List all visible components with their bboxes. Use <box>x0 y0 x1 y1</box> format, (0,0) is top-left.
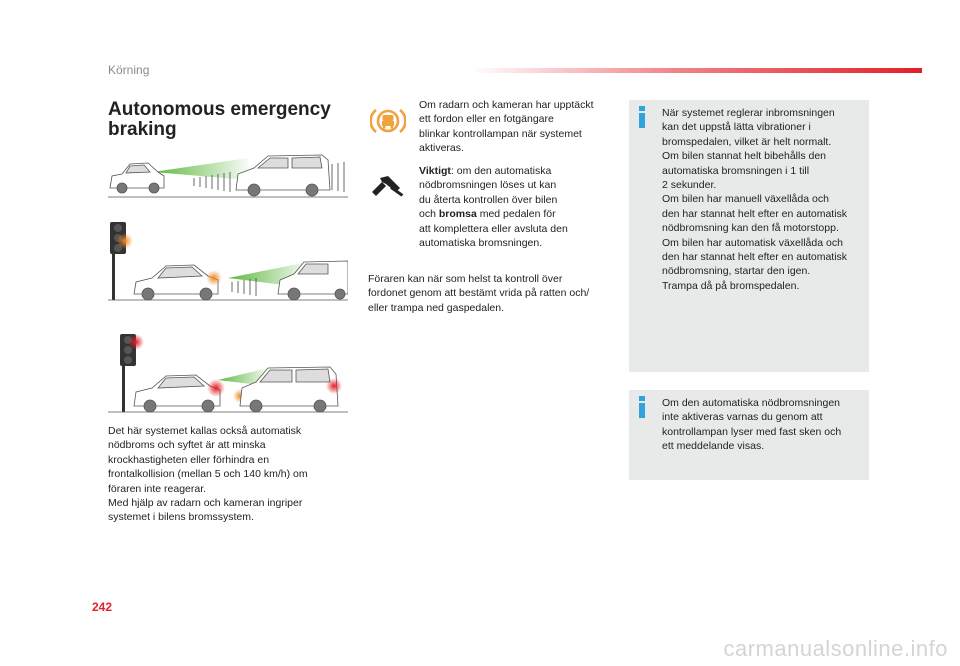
info-line: inte aktiveras varnas du genom att <box>662 411 823 424</box>
important-label: Viktigt <box>419 165 451 177</box>
illustration-warning <box>108 218 348 302</box>
info-icon <box>637 396 647 418</box>
important-line-text: : om den automatiska <box>450 165 552 177</box>
warning-lamp-line: ett fordon eller en fotgängare <box>419 113 554 126</box>
illustration-approach <box>108 150 348 200</box>
info-not-activated-text <box>662 396 866 454</box>
info-line: nödbromsning, startar den igen. <box>662 265 811 278</box>
intro-line: krockhastigheten eller förhindra en <box>108 453 270 466</box>
important-line: automatiska bromsningen. <box>419 237 543 250</box>
intro-line: föraren inte reagerar. <box>108 482 207 495</box>
info-braking-text <box>662 106 866 293</box>
info-line: 2 sekunder. <box>662 179 717 192</box>
car-brake-glow <box>206 270 222 286</box>
important-line <box>419 207 619 221</box>
info-line: Om bilen stannat helt bibehålls den <box>662 150 827 163</box>
driver-control-line: eller trampa ned gaspedalen. <box>368 301 505 314</box>
important-text <box>419 164 619 250</box>
info-icon <box>637 106 647 128</box>
chapter-title: Körning <box>108 63 150 77</box>
info-line: När systemet reglerar inbromsningen <box>662 107 835 119</box>
info-line: den har stannat helt efter en automatisk <box>662 251 848 264</box>
illustration-braking <box>108 330 348 414</box>
info-line: Om den automatiska nödbromsningen <box>662 397 841 409</box>
warning-lamp-text <box>419 98 619 156</box>
info-line: automatiska bromsningen i 1 till <box>662 164 810 177</box>
illustration-approach-svg <box>108 150 348 200</box>
intro-line: nödbroms och syftet är att minska <box>108 439 266 452</box>
brake-warning-lamp-icon <box>370 104 406 143</box>
intro-paragraph <box>108 424 348 525</box>
illustration-warning-svg <box>108 218 348 302</box>
car-illustration <box>134 375 220 412</box>
intro-line: Det här systemet kallas också automatisk <box>108 425 302 437</box>
hammer-icon <box>370 174 406 205</box>
page-number: 242 <box>92 600 113 614</box>
info-line: ett meddelande visas. <box>662 440 765 453</box>
important-line-text: och <box>419 208 439 221</box>
info-line: Om bilen har automatisk växellåda och <box>662 236 843 249</box>
van-illustration <box>236 155 330 196</box>
driver-control-paragraph <box>368 272 618 315</box>
radar-beam <box>153 158 248 180</box>
car-brake-glow <box>207 379 225 397</box>
info-line: bromspedalen, vilket är helt normalt. <box>662 135 832 148</box>
important-line: nödbromsningen löses ut kan <box>419 179 557 192</box>
info-line: kontrollampan lyser med fast sken och <box>662 425 842 438</box>
important-line: att komplettera eller avsluta den <box>419 222 568 235</box>
illustration-braking-svg <box>108 330 348 414</box>
intro-line: systemet i bilens bromssystem. <box>108 511 254 524</box>
important-line <box>419 164 619 178</box>
info-line: Trampa då på bromspedalen. <box>662 279 800 292</box>
intro-line: frontalkollision (mellan 5 och 140 km/h) om <box>108 468 308 481</box>
watermark: carmanualsonline.info <box>723 636 948 661</box>
brake-emphasis: bromsa <box>438 208 477 221</box>
warning-lamp-line: Om radarn och kameran har upptäckt <box>419 99 594 111</box>
section-title: Autonomous emergency braking <box>108 99 331 140</box>
header-accent-bar <box>470 68 922 73</box>
warning-lamp-line: aktiveras. <box>419 142 464 155</box>
car-illustration <box>134 265 218 300</box>
info-line: Om bilen har manuell växellåda och <box>662 193 829 206</box>
van-brake-glow <box>326 378 342 394</box>
car-illustration <box>110 163 164 193</box>
traffic-light <box>110 222 133 300</box>
info-line: nödbromsning kan den få motorstopp. <box>662 222 839 235</box>
info-line: kan det uppstå lätta vibrationer i <box>662 121 811 134</box>
important-line-text: med pedalen för <box>476 208 556 221</box>
info-line: den har stannat helt efter en automatisk <box>662 207 848 220</box>
important-line: du återta kontrollen över bilen <box>419 193 558 206</box>
intro-line: Med hjälp av radarn och kameran ingriper <box>108 497 303 510</box>
driver-control-line: Föraren kan när som helst ta kontroll över <box>368 273 563 285</box>
driver-control-line: fordonet genom att bestämt vrida på ratten och/ <box>368 287 590 300</box>
warning-lamp-line: blinkar kontrollampan när systemet <box>419 127 582 140</box>
